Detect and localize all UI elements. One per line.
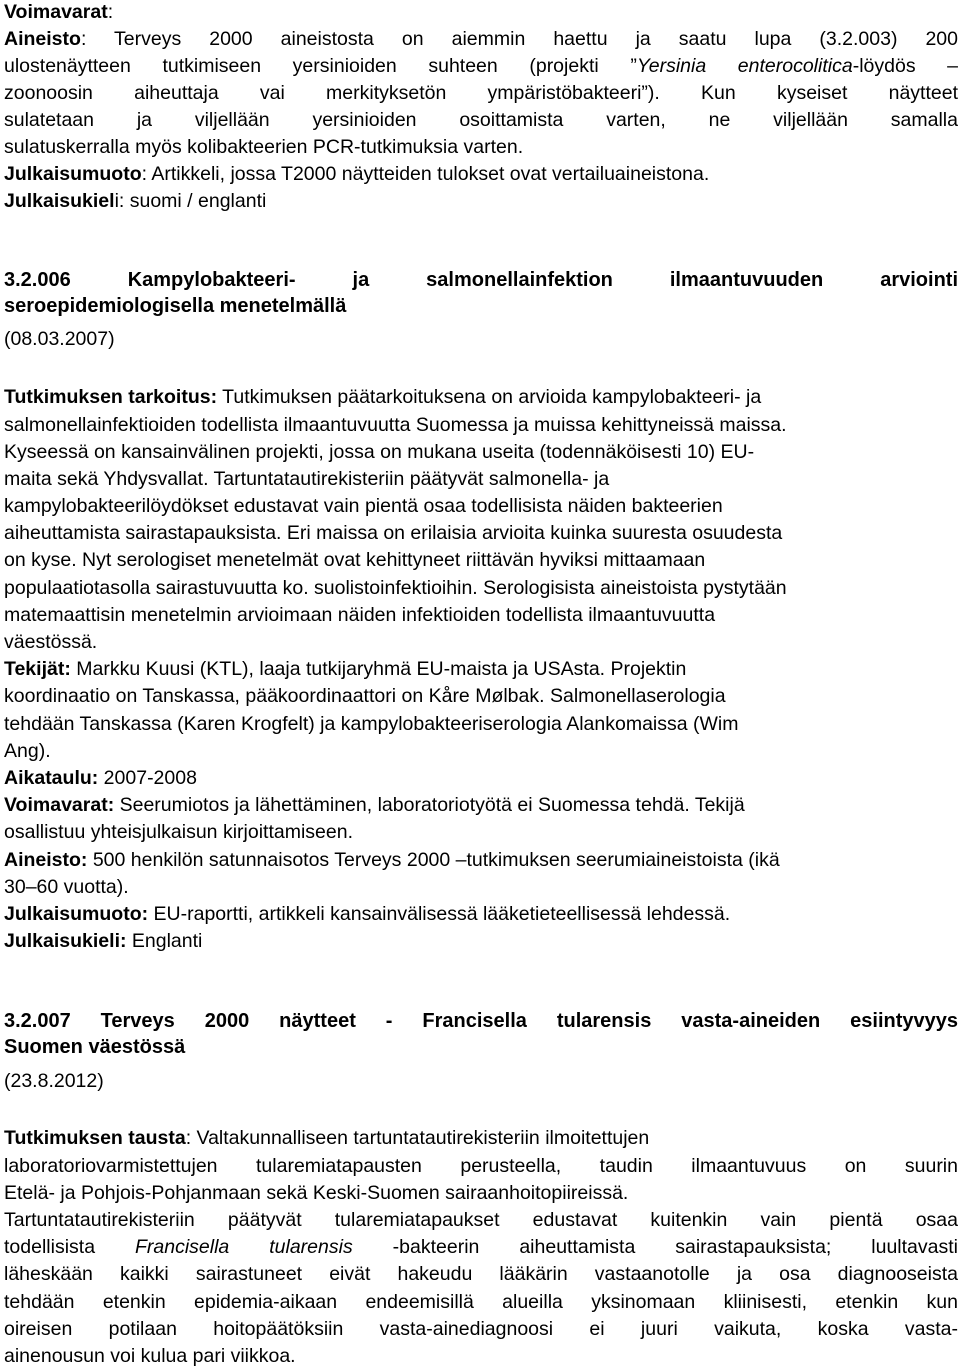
voimavarat-006-line-2: osallistuu yhteisjulkaisun kirjoittamiseen. xyxy=(4,821,353,843)
tausta-line-7: tehdään etenkin epidemia-aikaan endeemisillä alueilla yksinomaan kliinisesti, etenkin kun xyxy=(4,1291,958,1313)
species-name: Francisella tularensis xyxy=(135,1236,353,1258)
aineisto-006-line-2: 30–60 vuotta). xyxy=(4,876,129,898)
aineisto-006-label: Aineisto: xyxy=(4,849,88,871)
section-date-006: (08.03.2007) xyxy=(4,328,115,350)
tekijat-label: Tekijät: xyxy=(4,658,71,680)
tausta-line-8: oireisen potilaan hoitopäätöksiin vasta-ainediagnoosi ei juuri vaikuta, koska vasta- xyxy=(4,1318,958,1340)
section-date-007: (23.8.2012) xyxy=(4,1070,104,1092)
tausta-line-4: Tartuntatautirekisteriin päätyvät tularemiatapaukset edustavat kuitenkin vain pientä osaa xyxy=(4,1209,958,1231)
julkaisukieli-label: Julkaisukiel xyxy=(4,190,115,212)
aineisto-line-3: zoonoosin aiheuttaja vai merkityksetön ympäristöbakteeri”). Kun kyseiset näytteet xyxy=(4,82,958,104)
tarkoitus-line-6: aiheuttamista sairastapauksista. Eri maissa on erilaisia arvioita kuinka suuresta osuudesta xyxy=(4,522,783,544)
aineisto-006-line-1 xyxy=(4,848,958,872)
aineisto-line-1 xyxy=(4,27,958,51)
voimavarat-006-text: Seerumiotos ja lähettäminen, laboratoriotyötä ei Suomessa tehdä. Tekijä xyxy=(114,794,745,816)
aineisto-text: -löydös – xyxy=(852,55,959,77)
tarkoitus-line-9: matemaattisin menetelmin arvioimaan näiden infektioiden todellista ilmaantuvuutta xyxy=(4,604,716,626)
tausta-line-5 xyxy=(4,1235,958,1259)
section-heading-006: 3.2.006 Kampylobakteeri- ja salmonellainfektion ilmaantuvuuden arviointi xyxy=(4,269,958,291)
aineisto-label: Aineisto xyxy=(4,28,81,50)
aineisto-006-text: 500 henkilön satunnaisotos Terveys 2000 –tutkimuksen seerumiaineistoista (ikä xyxy=(87,849,780,871)
tarkoitus-line-10: väestössä. xyxy=(4,631,98,653)
aikataulu-label: Aikataulu: xyxy=(4,767,99,789)
aineisto-line-5: sulatuskerralla myös kolibakteerien PCR-tutkimuksia varten. xyxy=(4,136,524,158)
tarkoitus-line-7: on kyse. Nyt serologiset menetelmät ovat kehittyneet riittävän hyviksi mittaamaan xyxy=(4,549,706,571)
aineisto-line-4: sulatetaan ja viljellään yersinioiden osoittamista varten, ne viljellään samalla xyxy=(4,109,958,131)
voimavarat-006-label: Voimavarat: xyxy=(4,794,115,816)
tausta-text: todellisista xyxy=(4,1236,135,1258)
tarkoitus-line-3: Kyseessä on kansainvälinen projekti, jossa on mukana useita (todennäköisesti 10) EU- xyxy=(4,441,755,463)
tausta-text: -bakteerin aiheuttamista sairastapauksista; luultavasti xyxy=(352,1236,959,1258)
voimavarat-label: Voimavarat xyxy=(4,1,108,23)
tarkoitus-text: Tutkimuksen päätarkoituksena on arvioida kampylobakteeri- ja xyxy=(217,386,762,408)
julkaisukieli-006-label: Julkaisukieli: xyxy=(4,930,127,952)
julkaisukieli-006-text: Englanti xyxy=(126,930,203,952)
aikataulu-text: 2007-2008 xyxy=(98,767,197,789)
tausta-label: Tutkimuksen tausta xyxy=(4,1127,186,1149)
tausta-text: : Valtakunnalliseen tartuntatautirekisteriin ilmoitettujen xyxy=(185,1127,650,1149)
aineisto-text: ulostenäytteen tutkimiseen yersinioiden suhteen (projekti ” xyxy=(4,55,637,77)
tekijat-line-3: tehdään Tanskassa (Karen Krogfelt) ja kampylobakteeriserologia Alankomaissa (Wim xyxy=(4,713,739,735)
section-heading-007: 3.2.007 Terveys 2000 näytteet - Francisella tularensis vasta-aineiden esiintyvyys xyxy=(4,1010,958,1032)
tausta-line-6: läheskään kaikki sairastuneet eivät hakeudu lääkärin vastaanotolle ja osa diagnooseista xyxy=(4,1263,958,1285)
tausta-line-9: ainenousun voi kulua pari viikkoa. xyxy=(4,1345,296,1367)
julkaisukieli-text: i: suomi / englanti xyxy=(114,190,267,212)
julkaisumuoto-006-line xyxy=(4,902,958,926)
julkaisumuoto-006-label: Julkaisumuoto: xyxy=(4,903,149,925)
tekijat-line-1 xyxy=(4,657,958,681)
tarkoitus-line-4: maita sekä Yhdysvallat. Tartuntatautirekisteriin päätyvät salmonella- ja xyxy=(4,468,610,490)
tekijat-line-2: koordinaatio on Tanskassa, pääkoordinaattori on Kåre Mølbak. Salmonellaserologia xyxy=(4,685,726,707)
tarkoitus-line-5: kampylobakteerilöydökset edustavat vain pientä osaa todellisista näiden bakteerien xyxy=(4,495,723,517)
voimavarat-006-line-1 xyxy=(4,793,958,817)
tarkoitus-line-2: salmonellainfektioiden todellista ilmaantuvuutta Suomessa ja muissa kehittyneissä maissa. xyxy=(4,414,787,436)
voimavarat-line xyxy=(4,0,958,24)
voimavarat-colon: : xyxy=(107,1,114,23)
tarkoitus-line-1 xyxy=(4,385,958,409)
julkaisumuoto-line xyxy=(4,162,958,186)
species-name: Yersinia enterocolitica xyxy=(636,55,853,77)
tausta-line-1 xyxy=(4,1126,958,1150)
tausta-line-3: Etelä- ja Pohjois-Pohjanmaan sekä Keski-Suomen sairaanhoitopiireissä. xyxy=(4,1182,629,1204)
julkaisumuoto-006-text: EU-raportti, artikkeli kansainvälisessä lääketieteellisessä lehdessä. xyxy=(148,903,731,925)
julkaisukieli-006-line xyxy=(4,929,958,953)
tekijat-text: Markku Kuusi (KTL), laaja tutkijaryhmä EU-maista ja USAsta. Projektin xyxy=(70,658,687,680)
aineisto-line-2 xyxy=(4,54,958,78)
aikataulu-line xyxy=(4,766,958,790)
julkaisumuoto-label: Julkaisumuoto xyxy=(4,163,142,185)
tarkoitus-label: Tutkimuksen tarkoitus: xyxy=(4,386,218,408)
aineisto-text: : Terveys 2000 aineistosta on aiemmin haettu ja saatu lupa (3.2.003) 200 xyxy=(80,28,958,50)
tekijat-line-4: Ang). xyxy=(4,740,51,762)
julkaisukieli-line xyxy=(4,189,958,213)
tarkoitus-line-8: populaatiotasolla sairastuvuutta ko. suolistoinfektioihin. Serologisista aineistoista pystytään xyxy=(4,577,787,599)
section-heading-007-cont: Suomen väestössä xyxy=(4,1036,186,1058)
tausta-line-2: laboratoriovarmistettujen tularemiatapausten perusteella, taudin ilmaantuvuus on suurin xyxy=(4,1155,958,1177)
section-heading-006-cont: seroepidemiologisella menetelmällä xyxy=(4,295,347,317)
julkaisumuoto-text: : Artikkeli, jossa T2000 näytteiden tulokset ovat vertailuaineistona. xyxy=(141,163,710,185)
